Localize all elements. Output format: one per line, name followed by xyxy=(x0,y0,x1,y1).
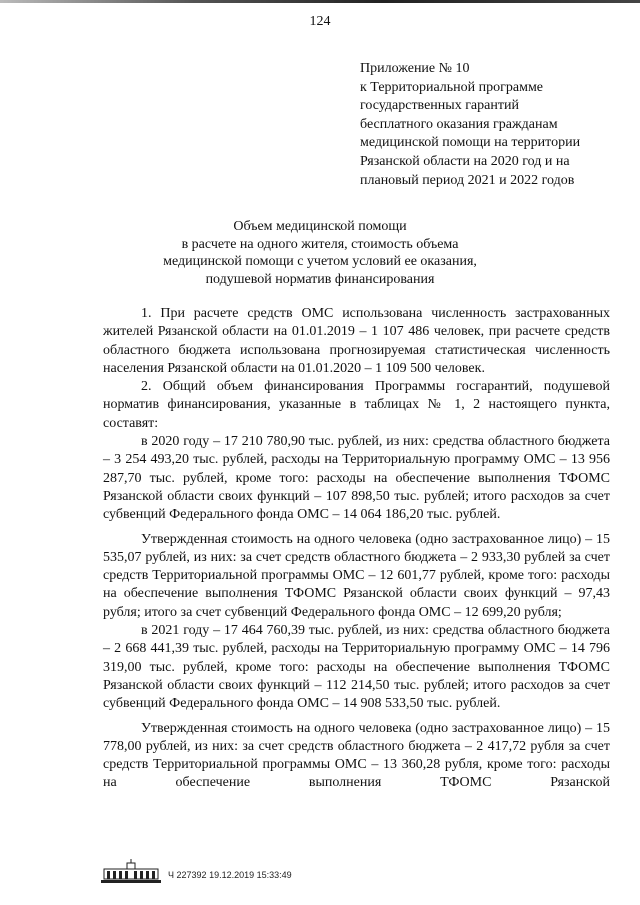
appendix-line: бесплатного оказания гражданам xyxy=(360,116,558,132)
paragraph-2021: в 2021 году – 17 464 760,39 тыс. рублей, из них: средства областного бюджета – 2 668 441,39 тыс. рублей, расходы на Территориальную программу ОМС – 14 796 319,00 тыс. рублей, кроме того: расходы на обеспечение выполнения ТФОМС Рязанской области своих функций – 112 214,50 тыс. рублей; итого расходов за счет субвенций Федерального фонда ОМС – 14 908 533,50 тыс. рублей. xyxy=(103,623,610,712)
footer-stamp xyxy=(168,870,292,880)
appendix-line: государственных гарантий xyxy=(360,98,519,114)
appendix-line: плановый период 2021 и 2022 годов xyxy=(360,172,575,188)
document-footer xyxy=(100,858,520,888)
appendix-line: Приложение № 10 xyxy=(360,61,470,76)
title-line: в расчете на одного жителя, стоимость объема xyxy=(181,236,459,252)
title-line: Объем медицинской помощи xyxy=(233,219,407,234)
page-number: 124 xyxy=(309,14,331,29)
footer-doc-id: 227392 xyxy=(176,870,207,880)
document-body xyxy=(103,305,610,793)
paragraph-2: 2. Общий объем финансирования Программы госгарантий, подушевой норматив финансирования, указанные в таблицах № 1, 2 настоящего пункта, составят: xyxy=(103,379,610,431)
paragraph-cost-2020: Утвержденная стоимость на одного человека (одно застрахованное лицо) – 15 535,07 рублей, из них: за счет средств областного бюджета – 2 933,30 рублей за счет средств Территориальной программы ОМС – 12 601,77 рублей, кроме того: расходы на обеспечение выполнения ТФОМС Рязанской области своих функций – 97,43 рубля; итого за счет субвенций Федерального фонда ОМС – 12 699,20 рубля; xyxy=(103,531,610,620)
paragraph-2020: в 2020 году – 17 210 780,90 тыс. рублей, из них: средства областного бюджета – 3 254 493,20 тыс. рублей, расходы на Территориальную программу ОМС – 13 956 287,70 тыс. рублей, кроме того: расходы на обеспечение выполнения ТФОМС Рязанской области своих функций – 107 898,50 тыс. рублей; итого расходов за счет субвенций Федерального фонда ОМС – 14 064 186,20 тыс. рублей. xyxy=(103,434,610,523)
paragraph-cost-2021: Утвержденная стоимость на одного человека (одно застрахованное лицо) – 15 778,00 рублей, из них: за счет средств областного бюджета – 2 417,72 рубля за счет средств Территориальной программы ОМС – 13 360,28 рубля, кроме того: расходы на обеспечение выполнения ТФОМС Рязанской xyxy=(103,720,610,791)
appendix-line: Рязанской области на 2020 год и на xyxy=(360,153,570,169)
building-logo-icon xyxy=(100,858,162,884)
appendix-line: медицинской помощи на территории xyxy=(360,135,581,151)
appendix-header xyxy=(360,60,620,190)
title-line: подушевой норматив финансирования xyxy=(205,271,435,287)
paragraph-1: 1. При расчете средств ОМС использована численность застрахованных жителей Рязанской области на 01.01.2019 – 1 107 486 человек, при расчете средств областного бюджета использована прогнозируемая статистическая численность населения Рязанской области на 01.01.2020 – 1 109 500 человек. xyxy=(103,306,610,376)
scan-edge xyxy=(0,0,640,3)
doc-mark-icon: Ч xyxy=(168,870,174,880)
title-line: медицинской помощи с учетом условий ее оказания, xyxy=(163,254,477,269)
appendix-line: к Территориальной программе xyxy=(360,79,544,95)
footer-timestamp: 19.12.2019 15:33:49 xyxy=(209,870,292,880)
document-title xyxy=(120,218,520,288)
